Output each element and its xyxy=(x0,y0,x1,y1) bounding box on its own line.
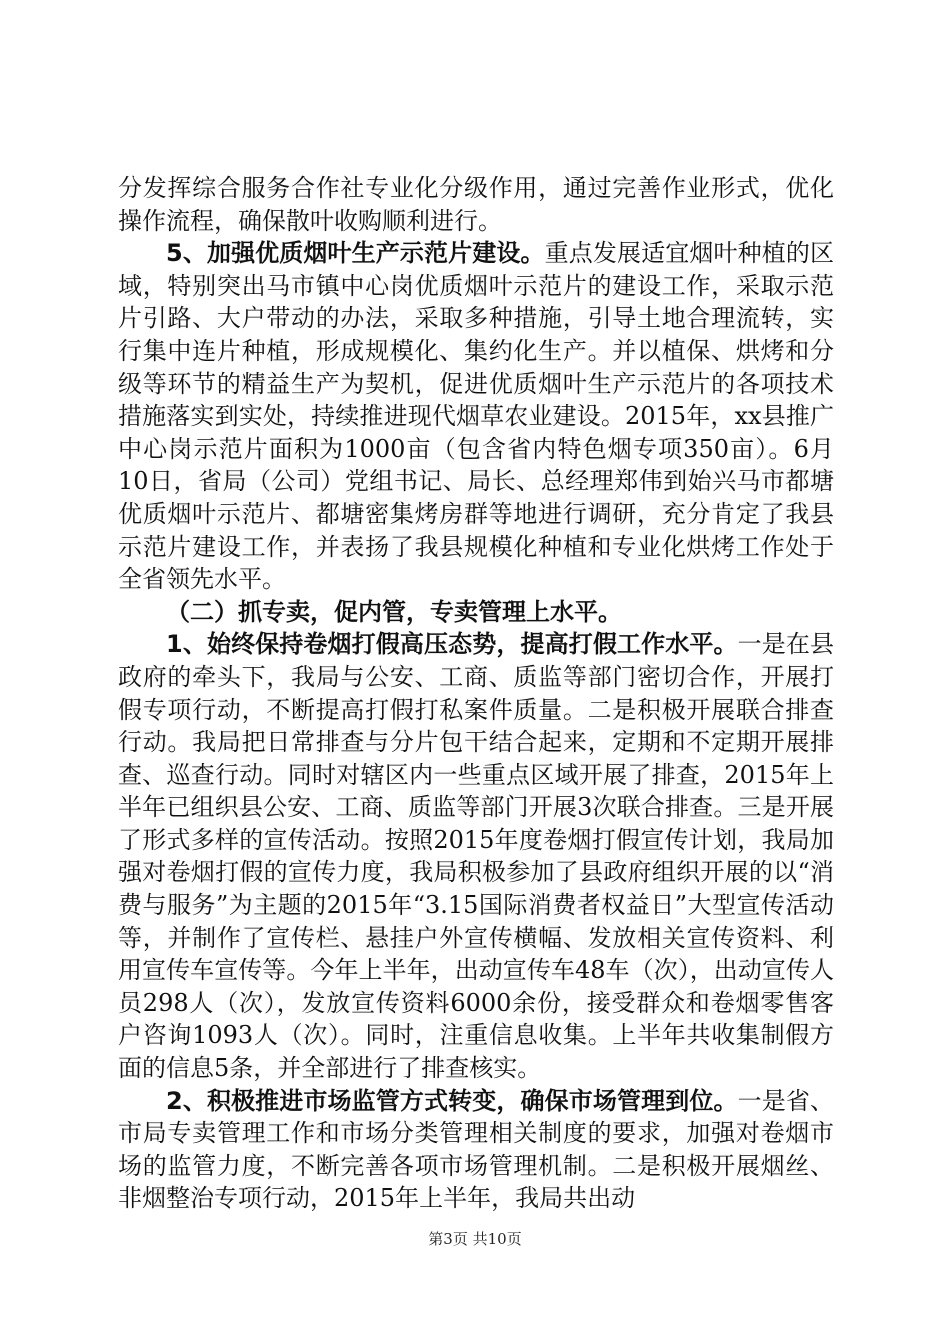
document-body xyxy=(118,172,834,1215)
paragraph-body: 重点发展适宜烟叶种植的区域，特别突出马市镇中心岗优质烟叶示范片的建设工作，采取示范片引路、大户带动的办法，采取多种措施，引导土地合理流转，实行集中连片种植，形成规模化、集约化生产。并以植保、烘烤和分级等环节的精益生产为契机，促进优质烟叶生产示范片的各项技术措施落实到实处，持续推进现代烟草农业建设。2015年，xx县推广中心岗示范片面积为1000亩（包含省内特色烟专项350亩）。6月10日，省局（公司）党组书记、局长、总经理郑伟到始兴马市都塘优质烟叶示范片、都塘密集烤房群等地进行调研，充分肯定了我县示范片建设工作，并表扬了我县规模化种植和专业化烘烤工作处于全省领先水平。 xyxy=(118,239,834,594)
paragraph-body: 一是省、市局专卖管理工作和市场分类管理相关制度的要求，加强对卷烟市场的监管力度，不断完善各项市场管理机制。二是积极开展烟丝、非烟整治专项行动，2015年上半年，我局共出动 xyxy=(118,1086,835,1213)
page-footer xyxy=(0,1228,950,1249)
section-heading-text: （二）抓专卖，促内管，专卖管理上水平。 xyxy=(166,597,622,626)
page-number: 第3页 共10页 xyxy=(428,1230,522,1248)
paragraph-continued: 分发挥综合服务合作社专业化分级作用，通过完善作业形式，优化操作流程，确保散叶收购顺利进行。 xyxy=(118,174,834,235)
paragraph-anti-counterfeit xyxy=(118,628,834,1084)
section-heading xyxy=(118,596,834,629)
paragraph-demo-zone xyxy=(118,237,834,596)
paragraph-body: 一是在县政府的牵头下，我局与公安、工商、质监等部门密切合作，开展打假专项行动，不断提高打假打私案件质量。二是积极开展联合排查行动。我局把日常排查与分片包干结合起来，定期和不定期开展排查、巡查行动。同时对辖区内一些重点区域开展了排查，2015年上半年已组织县公安、工商、质监等部门开展3次联合排查。三是开展了形式多样的宣传活动。按照2015年度卷烟打假宣传计划，我局加强对卷烟打假的宣传力度，我局积极参加了县政府组织开展的以“消费与服务”为主题的2015年“3.15国际消费者权益日”大型宣传活动等，并制作了宣传栏、悬挂户外宣传横幅、发放相关宣传资料、利用宣传车宣传等。今年上半年，出动宣传车48车（次），出动宣传人员298人（次），发放宣传资料6000余份，接受群众和卷烟零售客户咨询1093人（次）。同时，注重信息收集。上半年共收集制假方面的信息5条，并全部进行了排查核实。 xyxy=(118,630,835,1083)
paragraph-market-supervision xyxy=(118,1085,834,1215)
paragraph-heading: 1、始终保持卷烟打假高压态势，提高打假工作水平。 xyxy=(166,630,738,659)
paragraph-heading: 2、积极推进市场监管方式转变，确保市场管理到位。 xyxy=(166,1086,738,1115)
paragraph-heading: 5、加强优质烟叶生产示范片建设。 xyxy=(166,239,545,268)
